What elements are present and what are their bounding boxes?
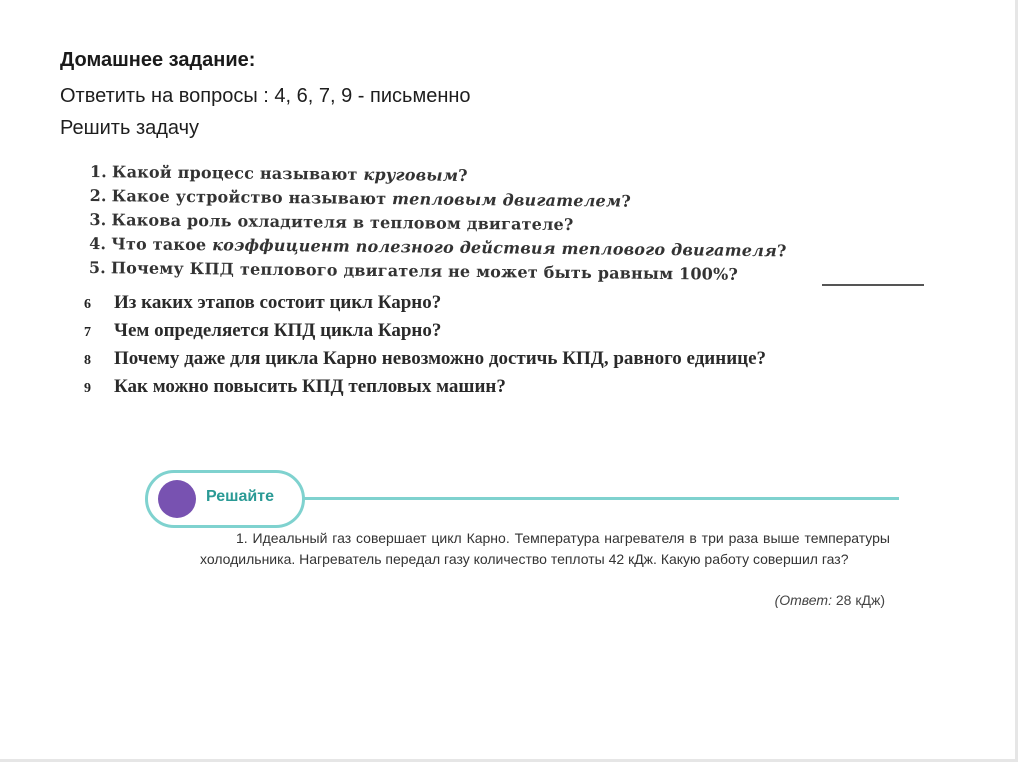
question-text: круговым (363, 164, 459, 185)
homework-title: Домашнее задание: (60, 49, 256, 71)
question-text: Чем определяется КПД цикла Карно? (114, 320, 442, 341)
homework-task-line: Решить задачу (60, 117, 200, 139)
question-text: ? (776, 241, 787, 261)
question-text: коэффициент полезного действия теплового двигателя (212, 235, 778, 261)
question-item (84, 290, 964, 318)
answer-value: 28 кДж) (835, 592, 885, 608)
questions-list-1-5 (89, 160, 850, 288)
divider-line (822, 284, 924, 286)
question-text: Что такое (111, 234, 213, 255)
question-text: Как можно повысить КПД тепловых машин? (114, 376, 506, 397)
question-number: 6 (84, 297, 91, 312)
question-text: Какое устройство называют (111, 186, 393, 209)
answer-label: (Ответ: (774, 592, 832, 608)
solve-badge (145, 470, 305, 528)
homework-header (60, 48, 760, 140)
questions-list-6-9 (84, 290, 964, 402)
question-text: Какова роль охладителя в тепловом двигателе? (111, 210, 574, 235)
question-item (84, 374, 964, 402)
question-item (84, 346, 964, 374)
question-text: тепловым двигателем (391, 189, 622, 211)
question-number: 4. (89, 233, 107, 254)
badge-rule-line (303, 497, 899, 500)
badge-label: Решайте (206, 488, 274, 505)
question-text: ? (458, 165, 468, 185)
task-card (145, 470, 905, 630)
homework-questions-line: Ответить на вопросы : 4, 6, 7, 9 - письменно (60, 85, 471, 107)
question-item (84, 318, 964, 346)
question-number: 7 (84, 325, 91, 340)
question-number: 2. (89, 185, 107, 206)
question-text: Из каких этапов состоит цикл Карно? (114, 292, 442, 313)
question-text: Почему КПД теплового двигателя не может быть равным 100%? (110, 258, 739, 284)
question-text: ? (621, 191, 632, 211)
task-answer (145, 592, 885, 608)
question-number: 3. (89, 209, 107, 230)
question-number: 8 (84, 353, 91, 368)
question-text: Почему даже для цикла Карно невозможно достичь КПД, равного единице? (114, 348, 767, 369)
badge-circle-icon (158, 480, 196, 518)
question-number: 5. (88, 257, 107, 278)
question-text: Какой процесс называют (111, 162, 364, 184)
question-number: 1. (89, 161, 108, 182)
task-text: 1. Идеальный газ совершает цикл Карно. Температура нагревателя в три раза выше температуры холодильника. Нагреватель передал газу количество теплоты 42 кДж. Какую работу совершил газ? (200, 530, 890, 567)
question-number: 9 (84, 381, 91, 396)
